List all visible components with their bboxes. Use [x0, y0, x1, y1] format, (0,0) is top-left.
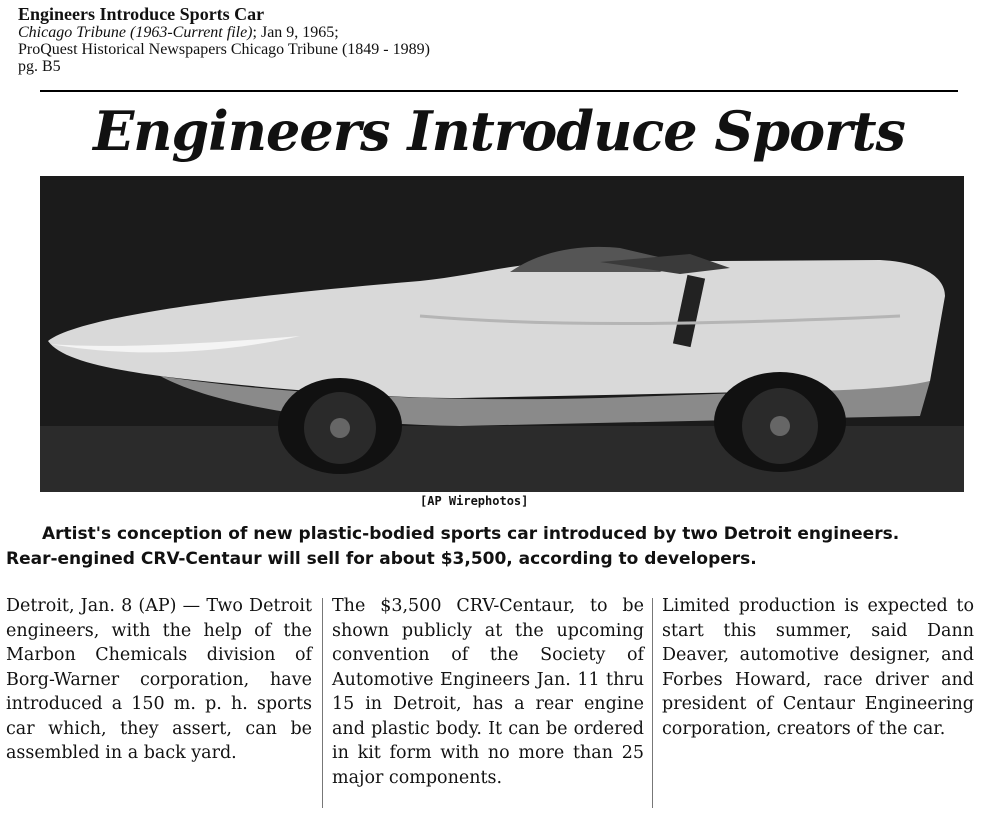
- source-date: ; Jan 9, 1965;: [252, 24, 339, 41]
- source-name: Chicago Tribune (1963-Current file): [18, 24, 253, 41]
- citation-source: [18, 24, 430, 41]
- top-rule: [40, 90, 958, 92]
- caption-line-2: Rear-engined CRV-Centaur will sell for about $3,500, according to developers.: [6, 549, 757, 569]
- column-divider: [652, 598, 653, 808]
- citation-title: Engineers Introduce Sports Car: [18, 4, 265, 24]
- citation-page: pg. B5: [18, 58, 61, 75]
- headline: Engineers Introduce Sports: [93, 99, 905, 163]
- caption-line-1: Artist's conception of new plastic-bodied sports car introduced by two Detroit engineers.: [42, 524, 900, 544]
- article-column-2: The $3,500 CRV-Centaur, to be shown publicly at the upcoming convention of the Society of Automotive Engineers Jan. 11 thru 15 in Detroit, has a rear engine and plastic body. It can be ordered in kit form with no more than 25 major components.: [332, 596, 644, 788]
- citation-database: ProQuest Historical Newspapers Chicago Tribune (1849 - 1989): [18, 41, 430, 58]
- article-column-1: Detroit, Jan. 8 (AP) — Two Detroit engineers, with the help of the Marbon Chemicals division of Borg-Warner corporation, have introduced a 150 m. p. h. sports car which, they assert, can be assembled in a back yard.: [6, 596, 312, 763]
- car-illustration: [40, 176, 964, 492]
- column-divider: [322, 598, 323, 808]
- photo-caption: [0, 522, 1000, 572]
- car-photo: [40, 176, 964, 492]
- article-column-3: Limited production is expected to start this summer, said Dann Deaver, automotive designer, and Forbes Howard, race driver and president of Centaur Engineering corporation, creators of the car.: [662, 596, 974, 739]
- photo-credit: [AP Wirephotos]: [420, 494, 529, 508]
- citation-header: [18, 4, 430, 75]
